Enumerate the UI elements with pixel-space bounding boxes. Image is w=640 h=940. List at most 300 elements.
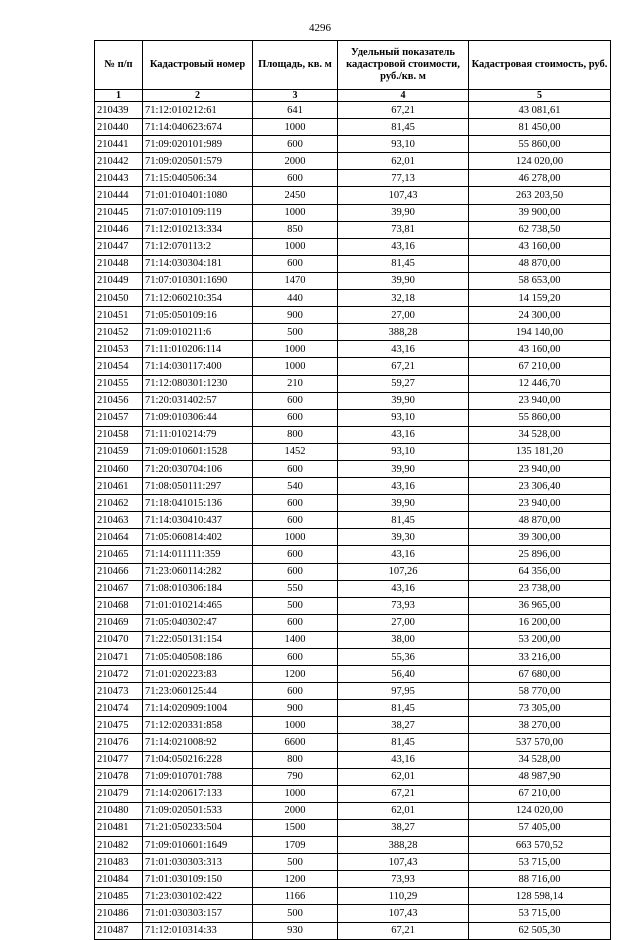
cadastral-value-cell: 16 200,00	[469, 614, 611, 631]
specific-indicator-cell: 38,27	[338, 717, 469, 734]
cadastral-value-cell: 57 405,00	[469, 819, 611, 836]
cadastral-number-cell: 71:09:010601:1528	[143, 443, 253, 460]
cadastral-number-cell: 71:12:010213:334	[143, 221, 253, 238]
specific-indicator-cell: 110,29	[338, 888, 469, 905]
cadastral-value-cell: 124 020,00	[469, 802, 611, 819]
row-number-cell: 210468	[95, 597, 143, 614]
row-number-cell: 210447	[95, 238, 143, 255]
area-cell: 1000	[253, 204, 338, 221]
cadastral-number-cell: 71:14:011111:359	[143, 546, 253, 563]
cadastral-value-cell: 263 203,50	[469, 187, 611, 204]
cadastral-value-cell: 53 715,00	[469, 905, 611, 922]
header-cadastral-value: Кадастровая стоимость, руб.	[469, 41, 611, 90]
cadastral-number-cell: 71:14:020617:133	[143, 785, 253, 802]
area-cell: 600	[253, 683, 338, 700]
table-row	[95, 119, 611, 136]
table-row	[95, 272, 611, 289]
cadastral-number-cell: 71:08:010306:184	[143, 580, 253, 597]
table-row	[95, 888, 611, 905]
column-number-row	[95, 90, 611, 102]
specific-indicator-cell: 43,16	[338, 580, 469, 597]
area-cell: 600	[253, 614, 338, 631]
cadastral-number-cell: 71:20:030704:106	[143, 460, 253, 477]
cadastral-number-cell: 71:05:060814:402	[143, 529, 253, 546]
area-cell: 550	[253, 580, 338, 597]
cadastral-number-cell: 71:11:010206:114	[143, 341, 253, 358]
row-number-cell: 210467	[95, 580, 143, 597]
row-number-cell: 210459	[95, 443, 143, 460]
cadastral-value-cell: 663 570,52	[469, 837, 611, 854]
cadastral-value-cell: 128 598,14	[469, 888, 611, 905]
cadastral-number-cell: 71:09:010306:44	[143, 409, 253, 426]
specific-indicator-cell: 388,28	[338, 837, 469, 854]
area-cell: 930	[253, 922, 338, 939]
table-row	[95, 460, 611, 477]
cadastral-value-cell: 24 300,00	[469, 307, 611, 324]
specific-indicator-cell: 77,13	[338, 170, 469, 187]
row-number-cell: 210439	[95, 102, 143, 119]
cadastral-number-cell: 71:09:020101:989	[143, 136, 253, 153]
cadastral-value-cell: 55 860,00	[469, 136, 611, 153]
specific-indicator-cell: 81,45	[338, 255, 469, 272]
specific-indicator-cell: 67,21	[338, 102, 469, 119]
row-number-cell: 210460	[95, 460, 143, 477]
area-cell: 1452	[253, 443, 338, 460]
area-cell: 1709	[253, 837, 338, 854]
cadastral-value-cell: 23 940,00	[469, 460, 611, 477]
cadastral-value-cell: 43 160,00	[469, 341, 611, 358]
cadastral-value-cell: 25 896,00	[469, 546, 611, 563]
row-number-cell: 210474	[95, 700, 143, 717]
cadastral-number-cell: 71:12:060210:354	[143, 290, 253, 307]
cadastral-value-cell: 62 738,50	[469, 221, 611, 238]
cadastral-number-cell: 71:09:020501:579	[143, 153, 253, 170]
specific-indicator-cell: 81,45	[338, 512, 469, 529]
table-row	[95, 580, 611, 597]
area-cell: 1000	[253, 238, 338, 255]
table-row	[95, 717, 611, 734]
table-row	[95, 478, 611, 495]
row-number-cell: 210462	[95, 495, 143, 512]
table-row	[95, 392, 611, 409]
specific-indicator-cell: 32,18	[338, 290, 469, 307]
table-row	[95, 170, 611, 187]
cadastral-value-cell: 39 900,00	[469, 204, 611, 221]
specific-indicator-cell: 59,27	[338, 375, 469, 392]
cadastral-value-cell: 53 715,00	[469, 854, 611, 871]
column-number: 3	[253, 90, 338, 102]
row-number-cell: 210484	[95, 871, 143, 888]
specific-indicator-cell: 38,27	[338, 819, 469, 836]
row-number-cell: 210443	[95, 170, 143, 187]
table-row	[95, 768, 611, 785]
cadastral-number-cell: 71:14:030410:437	[143, 512, 253, 529]
row-number-cell: 210461	[95, 478, 143, 495]
table-row	[95, 546, 611, 563]
cadastral-number-cell: 71:20:031402:57	[143, 392, 253, 409]
row-number-cell: 210448	[95, 255, 143, 272]
table-row	[95, 102, 611, 119]
cadastral-number-cell: 71:12:020331:858	[143, 717, 253, 734]
cadastral-number-cell: 71:01:030303:157	[143, 905, 253, 922]
area-cell: 800	[253, 426, 338, 443]
row-number-cell: 210463	[95, 512, 143, 529]
specific-indicator-cell: 43,16	[338, 546, 469, 563]
cadastral-number-cell: 71:08:050111:297	[143, 478, 253, 495]
specific-indicator-cell: 73,93	[338, 871, 469, 888]
area-cell: 850	[253, 221, 338, 238]
cadastral-value-cell: 48 870,00	[469, 255, 611, 272]
row-number-cell: 210469	[95, 614, 143, 631]
cadastral-value-cell: 14 159,20	[469, 290, 611, 307]
area-cell: 600	[253, 649, 338, 666]
row-number-cell: 210454	[95, 358, 143, 375]
table-row	[95, 871, 611, 888]
cadastral-number-cell: 71:05:040508:186	[143, 649, 253, 666]
area-cell: 1166	[253, 888, 338, 905]
cadastral-value-cell: 46 278,00	[469, 170, 611, 187]
specific-indicator-cell: 62,01	[338, 153, 469, 170]
row-number-cell: 210482	[95, 837, 143, 854]
table-row	[95, 854, 611, 871]
area-cell: 540	[253, 478, 338, 495]
table-row	[95, 255, 611, 272]
table-row	[95, 324, 611, 341]
area-cell: 6600	[253, 734, 338, 751]
table-row	[95, 341, 611, 358]
specific-indicator-cell: 107,43	[338, 854, 469, 871]
header-specific-indicator: Удельный показатель кадастровой стоимости, руб./кв. м	[338, 41, 469, 90]
area-cell: 500	[253, 854, 338, 871]
area-cell: 641	[253, 102, 338, 119]
specific-indicator-cell: 39,90	[338, 204, 469, 221]
table-header-row	[95, 41, 611, 90]
table-row	[95, 221, 611, 238]
table-row	[95, 563, 611, 580]
cadastral-value-cell: 23 738,00	[469, 580, 611, 597]
table-row	[95, 443, 611, 460]
cadastral-number-cell: 71:14:030117:400	[143, 358, 253, 375]
cadastral-value-cell: 38 270,00	[469, 717, 611, 734]
table-row	[95, 409, 611, 426]
cadastral-number-cell: 71:04:050216:228	[143, 751, 253, 768]
row-number-cell: 210477	[95, 751, 143, 768]
cadastral-value-cell: 67 210,00	[469, 358, 611, 375]
cadastral-value-cell: 62 505,30	[469, 922, 611, 939]
specific-indicator-cell: 39,90	[338, 272, 469, 289]
cadastral-number-cell: 71:05:040302:47	[143, 614, 253, 631]
cadastral-number-cell: 71:05:050109:16	[143, 307, 253, 324]
area-cell: 790	[253, 768, 338, 785]
cadastral-number-cell: 71:14:040623:674	[143, 119, 253, 136]
area-cell: 500	[253, 905, 338, 922]
table-row	[95, 204, 611, 221]
table-row	[95, 358, 611, 375]
table-row	[95, 785, 611, 802]
specific-indicator-cell: 67,21	[338, 358, 469, 375]
area-cell: 500	[253, 324, 338, 341]
cadastral-value-cell: 67 210,00	[469, 785, 611, 802]
specific-indicator-cell: 39,90	[338, 495, 469, 512]
table-row	[95, 837, 611, 854]
cadastral-value-cell: 55 860,00	[469, 409, 611, 426]
row-number-cell: 210478	[95, 768, 143, 785]
table-row	[95, 529, 611, 546]
cadastral-value-cell: 58 653,00	[469, 272, 611, 289]
cadastral-value-cell: 194 140,00	[469, 324, 611, 341]
specific-indicator-cell: 93,10	[338, 443, 469, 460]
row-number-cell: 210476	[95, 734, 143, 751]
cadastral-number-cell: 71:01:010401:1080	[143, 187, 253, 204]
area-cell: 800	[253, 751, 338, 768]
row-number-cell: 210473	[95, 683, 143, 700]
header-area: Площадь, кв. м	[253, 41, 338, 90]
table-row	[95, 136, 611, 153]
table-row	[95, 649, 611, 666]
specific-indicator-cell: 93,10	[338, 136, 469, 153]
table-row	[95, 751, 611, 768]
specific-indicator-cell: 62,01	[338, 802, 469, 819]
table-row	[95, 495, 611, 512]
specific-indicator-cell: 67,21	[338, 785, 469, 802]
area-cell: 1000	[253, 785, 338, 802]
row-number-cell: 210465	[95, 546, 143, 563]
row-number-cell: 210453	[95, 341, 143, 358]
table-row	[95, 153, 611, 170]
cadastral-number-cell: 71:14:030304:181	[143, 255, 253, 272]
cadastral-number-cell: 71:09:020501:533	[143, 802, 253, 819]
area-cell: 440	[253, 290, 338, 307]
cadastral-value-cell: 48 870,00	[469, 512, 611, 529]
cadastral-number-cell: 71:12:080301:1230	[143, 375, 253, 392]
cadastral-value-cell: 48 987,90	[469, 768, 611, 785]
column-number: 1	[95, 90, 143, 102]
area-cell: 600	[253, 136, 338, 153]
row-number-cell: 210451	[95, 307, 143, 324]
table-row	[95, 290, 611, 307]
cadastral-value-cell: 12 446,70	[469, 375, 611, 392]
cadastral-value-cell: 43 160,00	[469, 238, 611, 255]
area-cell: 1000	[253, 529, 338, 546]
page-number: 4296	[309, 22, 331, 34]
area-cell: 1200	[253, 666, 338, 683]
specific-indicator-cell: 73,93	[338, 597, 469, 614]
row-number-cell: 210481	[95, 819, 143, 836]
area-cell: 1000	[253, 119, 338, 136]
area-cell: 2450	[253, 187, 338, 204]
table-row	[95, 426, 611, 443]
cadastral-number-cell: 71:11:010214:79	[143, 426, 253, 443]
area-cell: 600	[253, 460, 338, 477]
cadastral-number-cell: 71:09:010601:1649	[143, 837, 253, 854]
area-cell: 1200	[253, 871, 338, 888]
area-cell: 600	[253, 512, 338, 529]
row-number-cell: 210475	[95, 717, 143, 734]
cadastral-value-cell: 537 570,00	[469, 734, 611, 751]
cadastral-number-cell: 71:09:010701:788	[143, 768, 253, 785]
cadastral-value-cell: 34 528,00	[469, 751, 611, 768]
row-number-cell: 210485	[95, 888, 143, 905]
cadastral-value-cell: 43 081,61	[469, 102, 611, 119]
specific-indicator-cell: 27,00	[338, 614, 469, 631]
area-cell: 1400	[253, 631, 338, 648]
specific-indicator-cell: 93,10	[338, 409, 469, 426]
cadastral-value-cell: 23 940,00	[469, 495, 611, 512]
column-number: 2	[143, 90, 253, 102]
cadastral-number-cell: 71:21:050233:504	[143, 819, 253, 836]
area-cell: 1000	[253, 341, 338, 358]
area-cell: 500	[253, 597, 338, 614]
cadastral-number-cell: 71:22:050131:154	[143, 631, 253, 648]
specific-indicator-cell: 388,28	[338, 324, 469, 341]
cadastral-value-cell: 34 528,00	[469, 426, 611, 443]
cadastral-value-table	[94, 40, 611, 940]
cadastral-value-cell: 53 200,00	[469, 631, 611, 648]
row-number-cell: 210466	[95, 563, 143, 580]
cadastral-number-cell: 71:01:030303:313	[143, 854, 253, 871]
table-row	[95, 307, 611, 324]
cadastral-value-cell: 23 306,40	[469, 478, 611, 495]
cadastral-number-cell: 71:15:040506:34	[143, 170, 253, 187]
area-cell: 2000	[253, 153, 338, 170]
column-number: 4	[338, 90, 469, 102]
cadastral-number-cell: 71:07:010109:119	[143, 204, 253, 221]
specific-indicator-cell: 43,16	[338, 341, 469, 358]
row-number-cell: 210449	[95, 272, 143, 289]
table-row	[95, 238, 611, 255]
row-number-cell: 210455	[95, 375, 143, 392]
table-row	[95, 631, 611, 648]
row-number-cell: 210472	[95, 666, 143, 683]
header-row-number: № п/п	[95, 41, 143, 90]
table-row	[95, 512, 611, 529]
cadastral-value-cell: 36 965,00	[469, 597, 611, 614]
area-cell: 600	[253, 546, 338, 563]
row-number-cell: 210456	[95, 392, 143, 409]
area-cell: 1000	[253, 358, 338, 375]
table-row	[95, 819, 611, 836]
table-row	[95, 734, 611, 751]
specific-indicator-cell: 107,26	[338, 563, 469, 580]
table-row	[95, 700, 611, 717]
cadastral-value-cell: 124 020,00	[469, 153, 611, 170]
cadastral-number-cell: 71:23:030102:422	[143, 888, 253, 905]
cadastral-number-cell: 71:07:010301:1690	[143, 272, 253, 289]
row-number-cell: 210442	[95, 153, 143, 170]
cadastral-number-cell: 71:01:020223:83	[143, 666, 253, 683]
cadastral-number-cell: 71:12:070113:2	[143, 238, 253, 255]
specific-indicator-cell: 43,16	[338, 751, 469, 768]
row-number-cell: 210450	[95, 290, 143, 307]
cadastral-number-cell: 71:14:021008:92	[143, 734, 253, 751]
area-cell: 600	[253, 170, 338, 187]
cadastral-number-cell: 71:18:041015:136	[143, 495, 253, 512]
area-cell: 1000	[253, 717, 338, 734]
row-number-cell: 210479	[95, 785, 143, 802]
area-cell: 600	[253, 255, 338, 272]
area-cell: 900	[253, 307, 338, 324]
cadastral-number-cell: 71:23:060114:282	[143, 563, 253, 580]
row-number-cell: 210471	[95, 649, 143, 666]
table-body	[95, 102, 611, 940]
specific-indicator-cell: 97,95	[338, 683, 469, 700]
specific-indicator-cell: 27,00	[338, 307, 469, 324]
specific-indicator-cell: 107,43	[338, 905, 469, 922]
area-cell: 1500	[253, 819, 338, 836]
specific-indicator-cell: 107,43	[338, 187, 469, 204]
row-number-cell: 210444	[95, 187, 143, 204]
area-cell: 210	[253, 375, 338, 392]
row-number-cell: 210470	[95, 631, 143, 648]
table-row	[95, 802, 611, 819]
cadastral-value-cell: 88 716,00	[469, 871, 611, 888]
table-row	[95, 187, 611, 204]
area-cell: 600	[253, 409, 338, 426]
specific-indicator-cell: 55,36	[338, 649, 469, 666]
specific-indicator-cell: 43,16	[338, 426, 469, 443]
specific-indicator-cell: 81,45	[338, 700, 469, 717]
row-number-cell: 210486	[95, 905, 143, 922]
row-number-cell: 210446	[95, 221, 143, 238]
column-number: 5	[469, 90, 611, 102]
header-cadastral-number: Кадастровый номер	[143, 41, 253, 90]
cadastral-number-cell: 71:12:010212:61	[143, 102, 253, 119]
cadastral-value-cell: 67 680,00	[469, 666, 611, 683]
specific-indicator-cell: 67,21	[338, 922, 469, 939]
row-number-cell: 210445	[95, 204, 143, 221]
cadastral-value-cell: 39 300,00	[469, 529, 611, 546]
row-number-cell: 210440	[95, 119, 143, 136]
cadastral-number-cell: 71:09:010211:6	[143, 324, 253, 341]
table-row	[95, 683, 611, 700]
table-row	[95, 666, 611, 683]
specific-indicator-cell: 81,45	[338, 119, 469, 136]
area-cell: 900	[253, 700, 338, 717]
cadastral-value-cell: 81 450,00	[469, 119, 611, 136]
specific-indicator-cell: 56,40	[338, 666, 469, 683]
specific-indicator-cell: 39,30	[338, 529, 469, 546]
row-number-cell: 210441	[95, 136, 143, 153]
cadastral-value-cell: 23 940,00	[469, 392, 611, 409]
row-number-cell: 210487	[95, 922, 143, 939]
cadastral-number-cell: 71:01:030109:150	[143, 871, 253, 888]
row-number-cell: 210480	[95, 802, 143, 819]
specific-indicator-cell: 62,01	[338, 768, 469, 785]
table-row	[95, 375, 611, 392]
specific-indicator-cell: 43,16	[338, 238, 469, 255]
area-cell: 600	[253, 563, 338, 580]
cadastral-value-cell: 73 305,00	[469, 700, 611, 717]
cadastral-value-cell: 58 770,00	[469, 683, 611, 700]
cadastral-number-cell: 71:14:020909:1004	[143, 700, 253, 717]
area-cell: 600	[253, 495, 338, 512]
row-number-cell: 210457	[95, 409, 143, 426]
area-cell: 1470	[253, 272, 338, 289]
specific-indicator-cell: 43,16	[338, 478, 469, 495]
row-number-cell: 210483	[95, 854, 143, 871]
row-number-cell: 210464	[95, 529, 143, 546]
table-row	[95, 922, 611, 939]
cadastral-value-cell: 64 356,00	[469, 563, 611, 580]
specific-indicator-cell: 81,45	[338, 734, 469, 751]
area-cell: 600	[253, 392, 338, 409]
row-number-cell: 210458	[95, 426, 143, 443]
specific-indicator-cell: 38,00	[338, 631, 469, 648]
cadastral-number-cell: 71:01:010214:465	[143, 597, 253, 614]
specific-indicator-cell: 39,90	[338, 460, 469, 477]
cadastral-value-cell: 135 181,20	[469, 443, 611, 460]
specific-indicator-cell: 73,81	[338, 221, 469, 238]
